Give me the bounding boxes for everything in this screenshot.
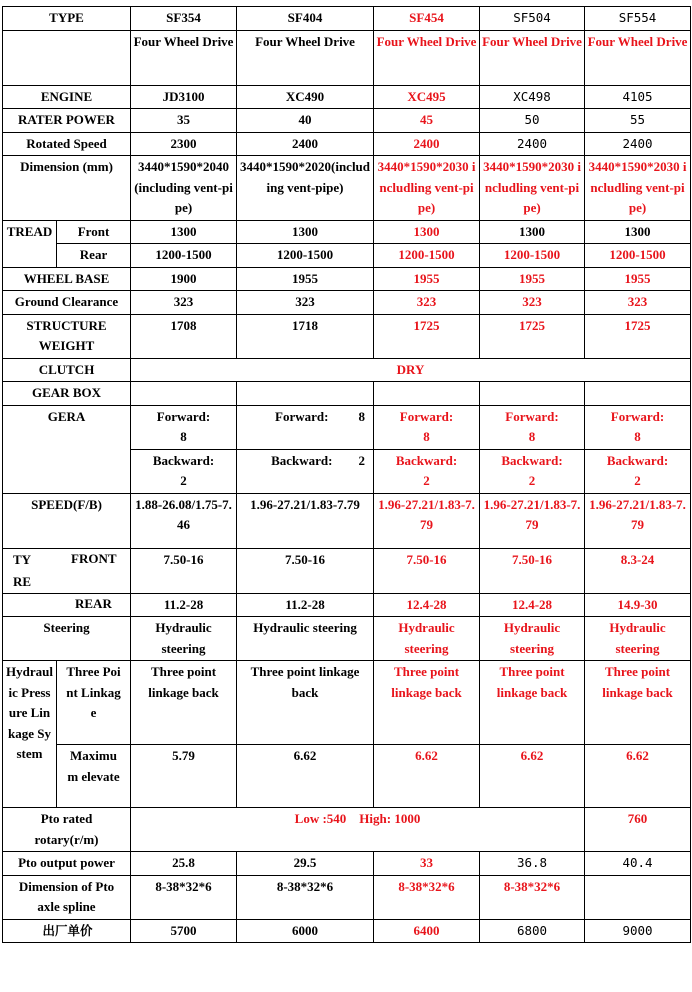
gera-backward-cell (237, 449, 374, 493)
max-elevate-value: 6.62 (585, 745, 691, 808)
ground-clearance-value: 323 (131, 291, 237, 315)
gera-backward-label: Backward: (606, 452, 669, 468)
speed-label: SPEED(F/B) (3, 493, 131, 548)
pto-rotary-last: 760 (585, 808, 691, 852)
drive-value: Four Wheel Drive (480, 30, 585, 85)
clutch-label: CLUTCH (3, 358, 131, 382)
row-hydraulic-three-point (3, 661, 691, 745)
engine-value: XC490 (237, 85, 374, 109)
drive-value: Four Wheel Drive (585, 30, 691, 85)
steering-value: Hydraulic steering (237, 617, 374, 661)
tread-rear-value: 1200-1500 (237, 244, 374, 268)
tread-rear-label: Rear (57, 244, 131, 268)
tyre-rear-value: 12.4-28 (480, 593, 585, 617)
gera-backward-value: 2 (423, 473, 430, 488)
price-value: 5700 (131, 919, 237, 943)
speed-value: 1.88-26.08/1.75-7.46 (131, 493, 237, 548)
ground-clearance-value: 323 (237, 291, 374, 315)
tread-label: TREAD (3, 220, 57, 267)
rater-power-value: 45 (374, 109, 480, 133)
row-wheel-base (3, 267, 691, 291)
gear-box-empty (131, 382, 237, 406)
row-rotated-speed (3, 132, 691, 156)
dimension-value: 3440*1590*2030 includling vent-pipe) (585, 156, 691, 221)
gera-backward-cell (374, 449, 480, 493)
pto-spline-value: 8-38*32*6 (480, 875, 585, 919)
model-sf354: SF354 (131, 7, 237, 31)
gera-label: GERA (3, 405, 131, 493)
tyre-label-top (3, 549, 61, 593)
pto-spline-value (585, 875, 691, 919)
dimension-label: Dimension (mm) (3, 156, 131, 221)
gear-box-label: GEAR BOX (3, 382, 131, 406)
gear-box-empty (237, 382, 374, 406)
row-clutch (3, 358, 691, 382)
gera-forward-label: Forward: (505, 408, 559, 424)
pto-spline-label: Dimension of Pto axle spline (3, 875, 131, 919)
structure-weight-value: 1725 (480, 314, 585, 358)
gera-backward-value: 2 (634, 473, 641, 488)
dimension-value: 3440*1590*2040 (including vent-pipe) (131, 156, 237, 221)
pto-power-value: 29.5 (237, 852, 374, 876)
price-value: 9000 (585, 919, 691, 943)
tread-rear-value: 1200-1500 (480, 244, 585, 268)
tyre-front-value: 8.3-24 (585, 548, 691, 593)
three-point-value: Three point linkage back (131, 661, 237, 745)
row-tread-front (3, 220, 691, 244)
max-elevate-label: Maximum elevate (57, 745, 131, 808)
gera-backward-cell (131, 449, 237, 493)
three-point-label: Three Point Linkage (57, 661, 131, 745)
row-tyre-front (3, 548, 691, 593)
dimension-value: 3440*1590*2020(including vent-pipe) (237, 156, 374, 221)
rater-power-value: 35 (131, 109, 237, 133)
price-value: 6800 (480, 919, 585, 943)
row-pto-power (3, 852, 691, 876)
rotated-speed-value: 2400 (585, 132, 691, 156)
steering-value: Hydraulic steering (480, 617, 585, 661)
hydraulic-label: Hydraulic Pressure Linkage System (3, 661, 57, 808)
tread-front-value: 1300 (374, 220, 480, 244)
rotated-speed-value: 2400 (237, 132, 374, 156)
gera-backward-value: 2 (358, 452, 366, 468)
speed-value: 1.96-27.21/1.83-7.79 (585, 493, 691, 548)
row-rater-power (3, 109, 691, 133)
row-type (3, 7, 691, 31)
price-value: 6000 (237, 919, 374, 943)
tread-front-value: 1300 (237, 220, 374, 244)
gera-forward-label: Forward: (156, 408, 211, 424)
tread-rear-value: 1200-1500 (374, 244, 480, 268)
gera-forward-label: Forward: (399, 408, 454, 424)
tyre-front-head (3, 548, 131, 593)
engine-label: ENGINE (3, 85, 131, 109)
wheel-base-value: 1900 (131, 267, 237, 291)
max-elevate-value: 6.62 (237, 745, 374, 808)
rater-power-value: 55 (585, 109, 691, 133)
row-tyre-rear (3, 593, 691, 617)
dimension-value: 3440*1590*2030 includling vent-pipe) (374, 156, 480, 221)
tyre-front-value: 7.50-16 (374, 548, 480, 593)
gera-forward-cell (480, 405, 585, 449)
wheel-base-value: 1955 (480, 267, 585, 291)
tread-front-value: 1300 (480, 220, 585, 244)
tyre-front-value: 7.50-16 (237, 548, 374, 593)
model-sf404: SF404 (237, 7, 374, 31)
pto-rotary-label: Pto rated rotary(r/m) (3, 808, 131, 852)
tread-rear-value: 1200-1500 (585, 244, 691, 268)
gera-forward-value: 8 (423, 429, 430, 444)
engine-value: JD3100 (131, 85, 237, 109)
gera-backward-label: Backward: (395, 452, 458, 468)
structure-weight-value: 1725 (585, 314, 691, 358)
pto-rotary-shared: Low :540 High: 1000 (131, 808, 585, 852)
row-pto-rotary (3, 808, 691, 852)
pto-power-label: Pto output power (3, 852, 131, 876)
tread-rear-value: 1200-1500 (131, 244, 237, 268)
gera-backward-value: 2 (180, 473, 187, 488)
gera-backward-label: Backward: (501, 452, 563, 468)
structure-weight-label: STRUCTURE WEIGHT (3, 314, 131, 358)
drive-value: Four Wheel Drive (237, 30, 374, 85)
steering-value: Hydraulic steering (131, 617, 237, 661)
max-elevate-value: 5.79 (131, 745, 237, 808)
gera-forward-value: 8 (180, 429, 187, 444)
row-pto-spline (3, 875, 691, 919)
row-gear-box (3, 382, 691, 406)
pto-power-value: 36.8 (480, 852, 585, 876)
tyre-label: TYRE (13, 551, 32, 589)
pto-spline-value: 8-38*32*6 (237, 875, 374, 919)
speed-value: 1.96-27.21/1.83-7.79 (480, 493, 585, 548)
gera-backward-label: Backward: (271, 452, 333, 468)
row-steering (3, 617, 691, 661)
tyre-front-value: 7.50-16 (131, 548, 237, 593)
gera-backward-cell (585, 449, 691, 493)
wheel-base-value: 1955 (585, 267, 691, 291)
gera-forward-label: Forward: (610, 408, 665, 424)
tyre-rear-value: 12.4-28 (374, 593, 480, 617)
drive-value: Four Wheel Drive (131, 30, 237, 85)
rotated-speed-value: 2300 (131, 132, 237, 156)
rater-power-value: 40 (237, 109, 374, 133)
rotated-speed-label: Rotated Speed (3, 132, 131, 156)
ground-clearance-label: Ground Clearance (3, 291, 131, 315)
row-structure-weight (3, 314, 691, 358)
gera-forward-cell (374, 405, 480, 449)
rotated-speed-value: 2400 (480, 132, 585, 156)
gera-backward-label: Backward: (152, 452, 215, 468)
rotated-speed-value: 2400 (374, 132, 480, 156)
tyre-rear-head (3, 593, 131, 617)
structure-weight-value: 1708 (131, 314, 237, 358)
gera-forward-cell (585, 405, 691, 449)
tyre-front-value: 7.50-16 (480, 548, 585, 593)
drive-label (3, 30, 131, 85)
three-point-value: Three point linkage back (237, 661, 374, 745)
model-sf554: SF554 (585, 7, 691, 31)
max-elevate-value: 6.62 (480, 745, 585, 808)
pto-spline-value: 8-38*32*6 (131, 875, 237, 919)
speed-value: 1.96-27.21/1.83-7.79 (374, 493, 480, 548)
speed-value: 1.96-27.21/1.83-7.79 (237, 493, 374, 548)
tyre-rear-value: 14.9-30 (585, 593, 691, 617)
engine-value: XC495 (374, 85, 480, 109)
type-label: TYPE (3, 7, 131, 31)
three-point-value: Three point linkage back (374, 661, 480, 745)
gera-backward-value: 2 (528, 473, 536, 488)
price-value: 6400 (374, 919, 480, 943)
max-elevate-value: 6.62 (374, 745, 480, 808)
pto-power-value: 40.4 (585, 852, 691, 876)
gera-backward-cell (480, 449, 585, 493)
wheel-base-value: 1955 (374, 267, 480, 291)
rater-power-label: RATER POWER (3, 109, 131, 133)
structure-weight-value: 1718 (237, 314, 374, 358)
drive-value: Four Wheel Drive (374, 30, 480, 85)
tyre-rear-label: REAR (75, 595, 112, 611)
ground-clearance-value: 323 (374, 291, 480, 315)
spec-table (2, 6, 691, 943)
pto-spline-value: 8-38*32*6 (374, 875, 480, 919)
ground-clearance-value: 323 (480, 291, 585, 315)
three-point-value: Three point linkage back (585, 661, 691, 745)
tread-front-value: 1300 (585, 220, 691, 244)
row-tread-rear (3, 244, 691, 268)
wheel-base-value: 1955 (237, 267, 374, 291)
rater-power-value: 50 (480, 109, 585, 133)
gera-forward-cell (237, 405, 374, 449)
steering-value: Hydraulic steering (374, 617, 480, 661)
tread-front-label: Front (57, 220, 131, 244)
ground-clearance-value: 323 (585, 291, 691, 315)
gear-box-empty (374, 382, 480, 406)
three-point-value: Three point linkage back (480, 661, 585, 745)
wheel-base-label: WHEEL BASE (3, 267, 131, 291)
tyre-rear-value: 11.2-28 (237, 593, 374, 617)
dimension-value: 3440*1590*2030 includling vent-pipe) (480, 156, 585, 221)
gear-box-empty (585, 382, 691, 406)
row-drive (3, 30, 691, 85)
gera-forward-label: Forward: (275, 408, 329, 424)
row-ground-clearance (3, 291, 691, 315)
row-gera-forward (3, 405, 691, 449)
row-hydraulic-max-elevate (3, 745, 691, 808)
gera-forward-value: 8 (358, 408, 366, 424)
engine-value: 4105 (585, 85, 691, 109)
engine-value: XC498 (480, 85, 585, 109)
steering-label: Steering (3, 617, 131, 661)
structure-weight-value: 1725 (374, 314, 480, 358)
gera-forward-value: 8 (634, 429, 641, 444)
tread-front-value: 1300 (131, 220, 237, 244)
steering-value: Hydraulic steering (585, 617, 691, 661)
pto-power-value: 33 (374, 852, 480, 876)
gera-forward-cell (131, 405, 237, 449)
row-engine (3, 85, 691, 109)
pto-power-value: 25.8 (131, 852, 237, 876)
row-dimension (3, 156, 691, 221)
model-sf504: SF504 (480, 7, 585, 31)
gera-forward-value: 8 (528, 429, 536, 444)
gear-box-empty (480, 382, 585, 406)
tyre-front-label: FRONT (71, 550, 117, 566)
model-sf454: SF454 (374, 7, 480, 31)
clutch-value: DRY (131, 358, 691, 382)
row-price (3, 919, 691, 943)
price-label: 出厂单价 (3, 919, 131, 943)
row-speed (3, 493, 691, 548)
tyre-rear-value: 11.2-28 (131, 593, 237, 617)
